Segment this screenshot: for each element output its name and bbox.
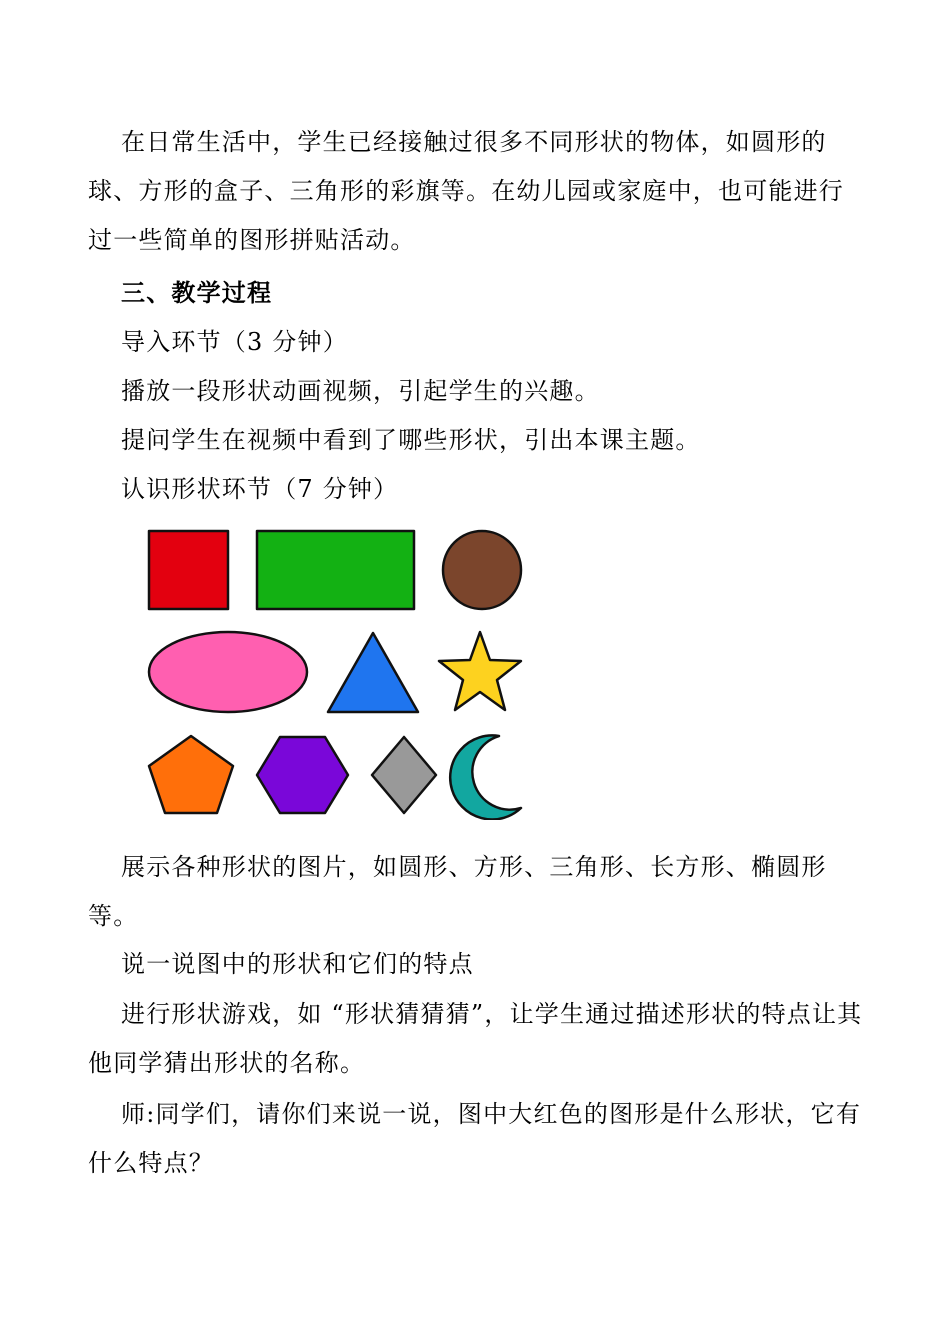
paragraph-say-features: 说一说图中的形状和它们的特点 (121, 950, 474, 978)
purple-hexagon (257, 737, 348, 813)
blue-triangle (328, 633, 418, 712)
paragraph-show-shapes: 展示各种形状的图片，如圆形、方形、三角形、长方形、椭圆形等。 (88, 853, 827, 930)
pink-ellipse (149, 632, 307, 712)
red-square (149, 531, 228, 609)
paragraph-background: 在日常生活中，学生已经接触过很多不同形状的物体，如圆形的球、方形的盒子、三角形的彩旗等。在幼儿园或家庭中，也可能进行过一些简单的图形拼贴活动。 (88, 128, 844, 254)
paragraph-shape-game: 进行形状游戏，如 “形状猜猜猜”，让学生通过描述形状的特点让其他同学猜出形状的名称。 (88, 1000, 863, 1077)
step-intro-title: 导入环节（3 分钟） (121, 328, 348, 356)
shapes-figure (140, 520, 540, 820)
paragraph-teacher-question: 师:同学们，请你们来说一说，图中大红色的图形是什么形状，它有什么特点？ (88, 1100, 862, 1177)
teal-crescent-moon (450, 735, 521, 819)
section-heading-teaching-process: 三、教学过程 (121, 278, 273, 307)
green-rectangle (257, 531, 414, 609)
brown-circle (443, 531, 521, 609)
gray-diamond (372, 737, 436, 813)
yellow-star (439, 632, 521, 710)
step-intro-line-1: 播放一段形状动画视频，引起学生的兴趣。 (121, 377, 600, 405)
orange-pentagon (149, 736, 233, 813)
step-intro-line-2: 提问学生在视频中看到了哪些形状，引出本课主题。 (121, 426, 701, 454)
step-recognize-title: 认识形状环节（7 分钟） (121, 475, 399, 503)
